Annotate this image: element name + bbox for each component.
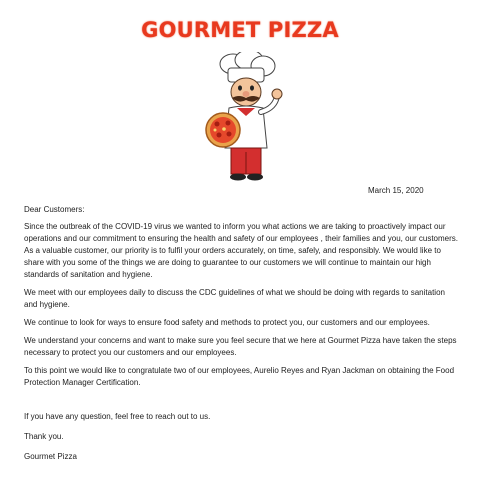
thanks-line: Thank you.	[24, 432, 64, 441]
chef-holding-pizza-icon	[195, 52, 295, 182]
letter-body	[24, 204, 460, 463]
paragraph: We continue to look for ways to ensure food safety and methods to protect you, our customers and our employees.	[24, 318, 430, 327]
page-title: GOURMET PIZZA	[141, 18, 339, 42]
salutation: Dear Customers:	[24, 205, 85, 214]
paragraph: We meet with our employees daily to discuss the CDC guidelines of what we should be doing with regards to sanitation and hygiene.	[24, 288, 445, 309]
paragraph: Since the outbreak of the COVID-19 virus we wanted to inform you what actions we are taking to proactively impact our operations and our commitment to ensuring the health and safety of our employees , their families and you, our customers. As a valuable customer, our priority is to fulfil your orders accurately, on time, safely, and responsibly. We would like to share with you some of the things we are doing to guarantee to our customers we will continue to maintain our high standards of sanitation and hygiene.	[24, 222, 459, 279]
paragraph: We understand your concerns and want to make sure you feel secure that we here at Gourmet Pizza have taken the steps necessary to protect you our customers and our employees.	[24, 336, 457, 357]
closing-line: If you have any question, feel free to reach out to us.	[24, 412, 211, 421]
letter-date: March 15, 2020	[368, 186, 424, 195]
paragraph: To this point we would like to congratulate two of our employees, Aurelio Reyes and Ryan Jackman on obtaining the Food Protection Manager Certification.	[24, 366, 455, 387]
signature: Gourmet Pizza	[24, 452, 77, 461]
